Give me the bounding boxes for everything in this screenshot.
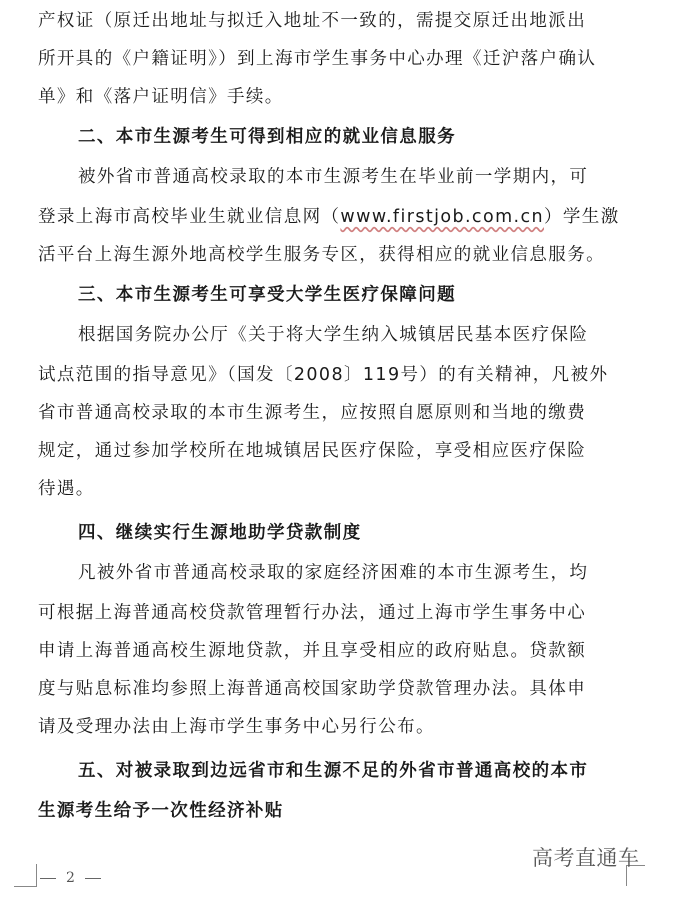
watermark-text: 高考直通车 bbox=[532, 847, 640, 870]
paragraph-line: 活平台上海生源外地高校学生服务专区，获得相应的就业信息服务。 bbox=[38, 245, 605, 265]
paragraph-line: 所开具的《户籍证明》）到上海市学生事务中心办理《迁沪落户确认 bbox=[38, 49, 597, 69]
paragraph-line: 待遇。 bbox=[38, 479, 95, 499]
section-heading: 五、对被录取到边远省市和生源不足的外省市普通高校的本市 bbox=[78, 761, 589, 781]
paragraph-line: 请及受理办法由上海市学生事务中心另行公布。 bbox=[38, 717, 435, 737]
page-number: 2 bbox=[66, 870, 75, 886]
paragraph-text: ）学生激 bbox=[544, 207, 620, 227]
page-number-dash bbox=[40, 878, 56, 879]
paragraph-line: 度与贴息标准均参照上海普通高校国家助学贷款管理办法。具体申 bbox=[38, 679, 587, 699]
paragraph-first-line: 凡被外省市普通高校录取的家庭经济困难的本市生源考生，均 bbox=[78, 563, 589, 583]
paragraph-line: 产权证（原迁出地址与拟迁入地址不一致的，需提交原迁出地派出 bbox=[38, 11, 587, 31]
section-heading: 二、本市生源考生可得到相应的就业信息服务 bbox=[78, 127, 456, 147]
paragraph-first-line: 被外省市普通高校录取的本市生源考生在毕业前一学期内，可 bbox=[78, 167, 589, 187]
paragraph-line: 省市普通高校录取的本市生源考生，应按照自愿原则和当地的缴费 bbox=[38, 403, 587, 423]
paragraph-line: 申请上海普通高校生源地贷款，并且享受相应的政府贴息。贷款额 bbox=[38, 641, 587, 661]
paragraph-line: 可根据上海普通高校贷款管理暂行办法，通过上海市学生事务中心 bbox=[38, 603, 587, 623]
paragraph-line bbox=[38, 198, 620, 236]
page-number-dash bbox=[85, 878, 101, 879]
page-corner-mark-left bbox=[14, 864, 37, 887]
paragraph-line: 单》和《落户证明信》手续。 bbox=[38, 87, 284, 107]
section-heading: 四、继续实行生源地助学贷款制度 bbox=[78, 523, 362, 543]
paragraph-line: 规定，通过参加学校所在地城镇居民医疗保险，享受相应医疗保险 bbox=[38, 441, 587, 461]
page-number-area bbox=[40, 868, 120, 888]
paragraph-line: 试点范围的指导意见》（国发〔2008〕119号）的有关精神，凡被外 bbox=[38, 365, 609, 385]
section-heading-continuation: 生源考生给予一次性经济补贴 bbox=[38, 801, 284, 821]
paragraph-text: 登录上海市高校毕业生就业信息网（ bbox=[38, 207, 341, 227]
website-url: www.firstjob.com.cn bbox=[340, 207, 544, 227]
paragraph-first-line: 根据国务院办公厅《关于将大学生纳入城镇居民基本医疗保险 bbox=[78, 325, 589, 345]
section-heading: 三、本市生源考生可享受大学生医疗保障问题 bbox=[78, 285, 456, 305]
